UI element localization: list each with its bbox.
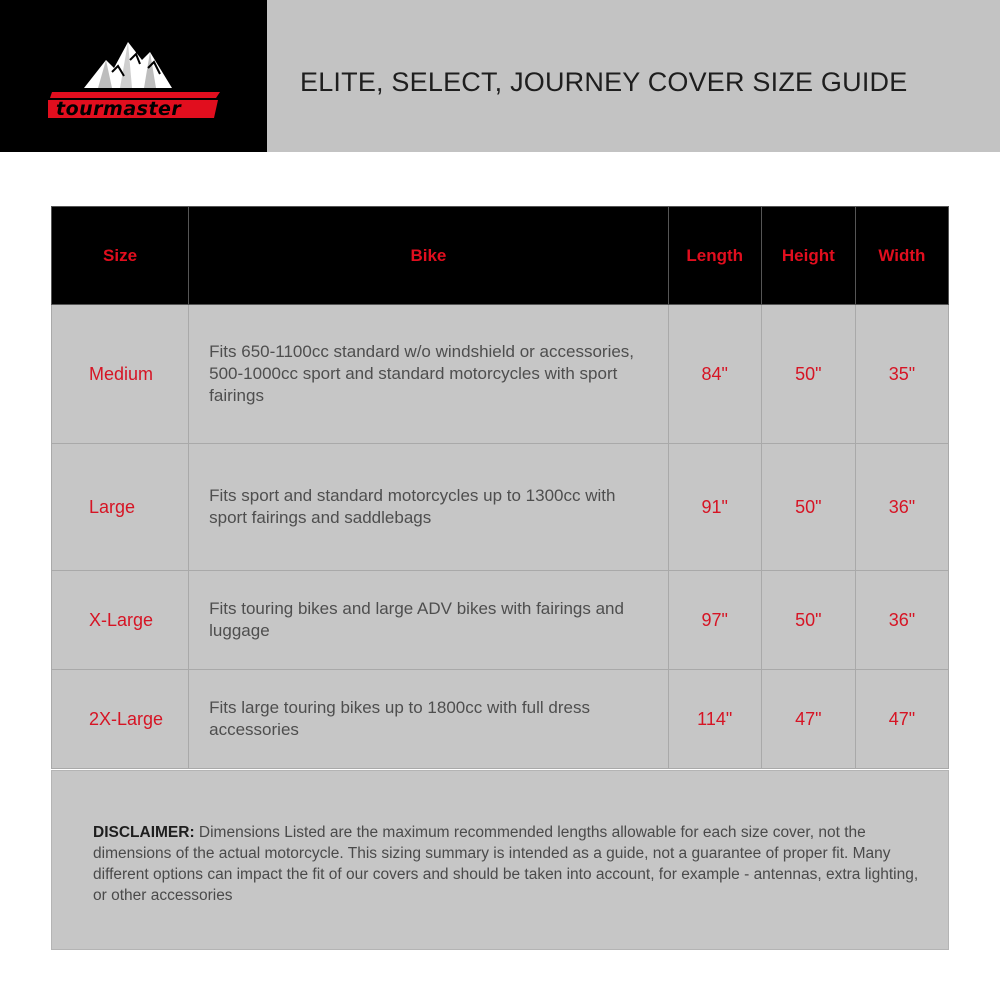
mountain-logo-icon <box>48 36 223 122</box>
bike-cell: Fits large touring bikes up to 1800cc with full dress accessories <box>189 670 669 769</box>
height-cell: 50" <box>761 305 855 444</box>
column-header-bike: Bike <box>189 207 669 305</box>
column-header-height: Height <box>761 207 855 305</box>
disclaimer-label: DISCLAIMER: <box>93 824 195 841</box>
column-header-width: Width <box>855 207 948 305</box>
width-cell: 36" <box>855 444 948 571</box>
length-cell: 114" <box>668 670 761 769</box>
table-row <box>52 444 949 571</box>
height-cell: 50" <box>761 571 855 670</box>
size-cell: Large <box>52 444 189 571</box>
logo-wordmark: tourmaster <box>56 98 182 120</box>
disclaimer-body: Dimensions Listed are the maximum recommended lengths allowable for each size cover, not the dimensions of the actual motorcycle. This sizing summary is intended as a guide, not a guarantee of proper fit. Many different options can impact the fit of our covers and should be taken into account, for example - antennas, extra lighting, or other accessories <box>93 824 919 904</box>
height-cell: 47" <box>761 670 855 769</box>
width-cell: 36" <box>855 571 948 670</box>
column-header-size: Size <box>52 207 189 305</box>
height-cell: 50" <box>761 444 855 571</box>
disclaimer-text <box>93 822 923 906</box>
size-guide-table <box>51 206 949 769</box>
length-cell: 84" <box>668 305 761 444</box>
width-cell: 35" <box>855 305 948 444</box>
size-cell: 2X-Large <box>52 670 189 769</box>
brand-logo <box>0 0 267 152</box>
table-header-row <box>52 207 949 305</box>
table-row <box>52 571 949 670</box>
length-cell: 97" <box>668 571 761 670</box>
table-row <box>52 670 949 769</box>
size-cell: Medium <box>52 305 189 444</box>
header-banner <box>0 0 1000 152</box>
bike-cell: Fits 650-1100cc standard w/o windshield or accessories, 500-1000cc sport and standard motorcycles with sport fairings <box>189 305 669 444</box>
column-header-length: Length <box>668 207 761 305</box>
size-cell: X-Large <box>52 571 189 670</box>
disclaimer-panel <box>51 770 949 950</box>
table-row <box>52 305 949 444</box>
width-cell: 47" <box>855 670 948 769</box>
page-title: ELITE, SELECT, JOURNEY COVER SIZE GUIDE <box>300 67 908 97</box>
bike-cell: Fits sport and standard motorcycles up to 1300cc with sport fairings and saddlebags <box>189 444 669 571</box>
length-cell: 91" <box>668 444 761 571</box>
bike-cell: Fits touring bikes and large ADV bikes with fairings and luggage <box>189 571 669 670</box>
